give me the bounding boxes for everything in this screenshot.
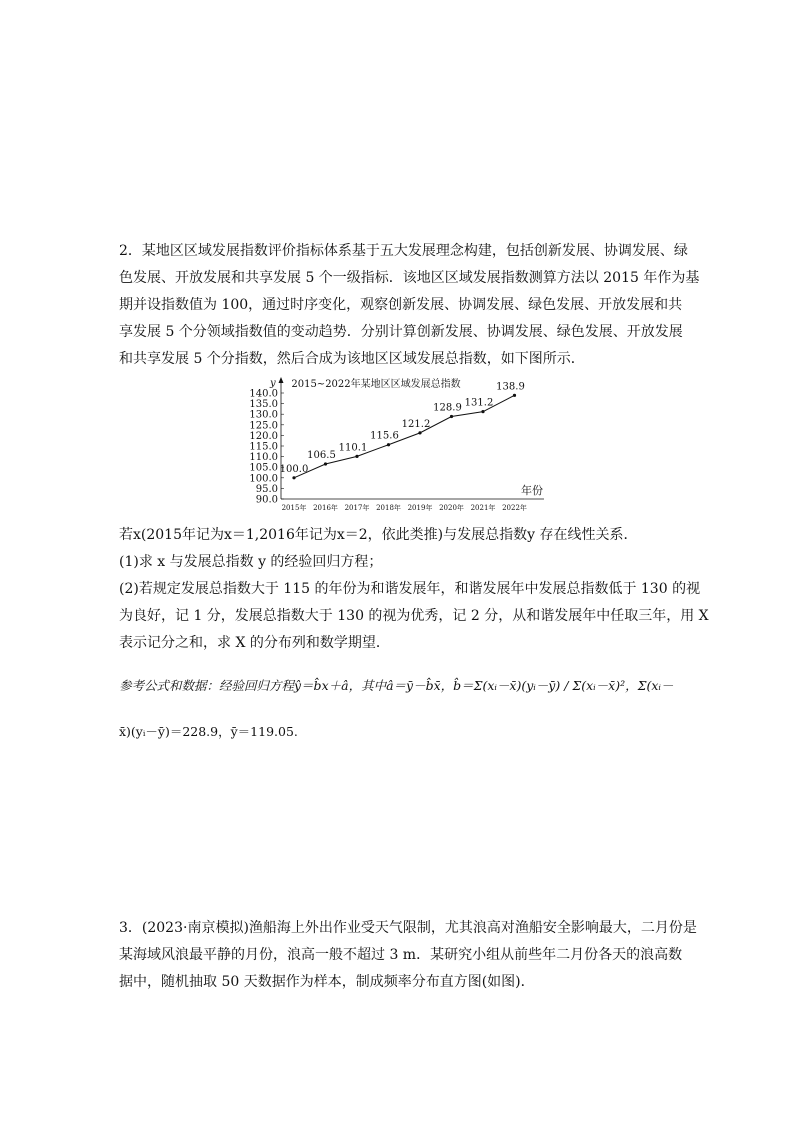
x-tick-label: 2022年 (502, 504, 527, 512)
y-tick-label: 100.0 (249, 473, 278, 485)
y-tick-label: 130.0 (249, 409, 278, 421)
q2-line-2: 色发展、开放发展和共享发展 5 个一级指标．该地区区域发展指数测算方法以 2015 年作为基 (119, 270, 700, 286)
x-tick-label: 2020年 (439, 504, 464, 512)
reference-formula-line2: x̄)(yᵢ－ȳ)＝228.9，ȳ＝119.05. (119, 724, 298, 739)
q2-part2-line3: 表示记分之和，求 X 的分布列和数学期望． (119, 635, 390, 651)
chart-title: 2015~2022年某地区区域发展总指数 (291, 379, 461, 390)
x-tick-label: 2021年 (470, 504, 496, 512)
y-tick-label: 135.0 (249, 399, 278, 411)
y-axis-arrow (279, 377, 284, 383)
x-tick-label: 2017年 (344, 504, 370, 512)
y-tick-label: 120.0 (249, 430, 278, 442)
q2-linear-relation: 若x(2015年记为x＝1,2016年记为x＝2，依此类推)与发展总指数y 存在线性关系． (119, 527, 638, 543)
development-index-chart (236, 373, 556, 513)
data-label: 115.6 (370, 430, 399, 442)
data-label: 131.2 (464, 397, 494, 409)
reference-formula-line1: 参考公式和数据：经验回归方程ŷ＝b̂x＋â，其中â＝ȳ－b̂x̄，b̂＝Σ(xᵢ－x̄)(yᵢ－ȳ) / Σ(xᵢ－x̄)²，Σ(xᵢ－ (119, 678, 674, 693)
data-point (513, 394, 516, 397)
q2-line-3: 期并设指数值为 100，通过时序变化，观察创新发展、协调发展、绿色发展、开放发展和共 (119, 297, 683, 313)
y-tick-label: 90.0 (255, 494, 278, 506)
q3-line-2: 某海域风浪最平静的月份，浪高一般不超过 3 m．某研究小组从前些年二月份各天的浪高数 (119, 947, 683, 963)
q3-line-1: 3．(2023·南京模拟)渔船海上外出作业受天气限制，尤其浪高对渔船安全影响最大，二月份是 (119, 920, 697, 936)
data-label: 121.2 (401, 418, 431, 430)
data-point (355, 455, 358, 458)
data-point (292, 476, 295, 479)
data-point (450, 415, 453, 418)
q2-line-5: 和共享发展 5 个分指数，然后合成为该地区区域发展总指数，如下图所示． (119, 351, 585, 367)
y-tick-label: 140.0 (249, 388, 278, 400)
data-label: 106.5 (307, 450, 336, 462)
x-tick-label: 2018年 (376, 504, 401, 512)
data-label: 128.9 (433, 402, 462, 414)
x-tick-label: 2016年 (313, 504, 338, 512)
data-label: 100.0 (279, 463, 309, 475)
y-tick-label: 110.0 (249, 452, 278, 464)
data-point (418, 431, 421, 434)
x-axis-label: 年份 (521, 484, 543, 497)
x-tick-label: 2015年 (281, 504, 307, 512)
q2-part2-line2: 为良好，记 1 分，发展总指数大于 130 的视为优秀，记 2 分，从和谐发展年中任取三年，用 X (119, 608, 709, 624)
q2-part1: (1)求 x 与发展总指数 y 的经验回归方程； (119, 554, 383, 570)
x-tick-label: 2019年 (407, 504, 433, 512)
data-label: 110.1 (338, 442, 368, 454)
y-tick-label: 95.0 (255, 483, 278, 495)
data-label: 138.9 (496, 381, 525, 393)
q3-line-3: 据中，随机抽取 50 天数据作为样本，制成频率分布直方图(如图)． (119, 974, 535, 990)
q2-line-1: 2．某地区区域发展指数评价指标体系基于五大发展理念构建，包括创新发展、协调发展、绿 (119, 243, 688, 259)
y-axis-label: y (270, 378, 276, 389)
y-tick-label: 115.0 (249, 441, 278, 453)
q2-line-4: 享发展 5 个分领域指数值的变动趋势．分别计算创新发展、协调发展、绿色发展、开放发展 (119, 324, 683, 340)
q2-part2-line1: (2)若规定发展总指数大于 115 的年份为和谐发展年，和谐发展年中发展总指数低于 130 的视 (119, 581, 701, 597)
data-point (481, 410, 484, 413)
data-point (324, 462, 327, 465)
data-point (387, 443, 390, 446)
y-tick-label: 105.0 (249, 462, 278, 474)
y-tick-label: 125.0 (249, 420, 278, 432)
